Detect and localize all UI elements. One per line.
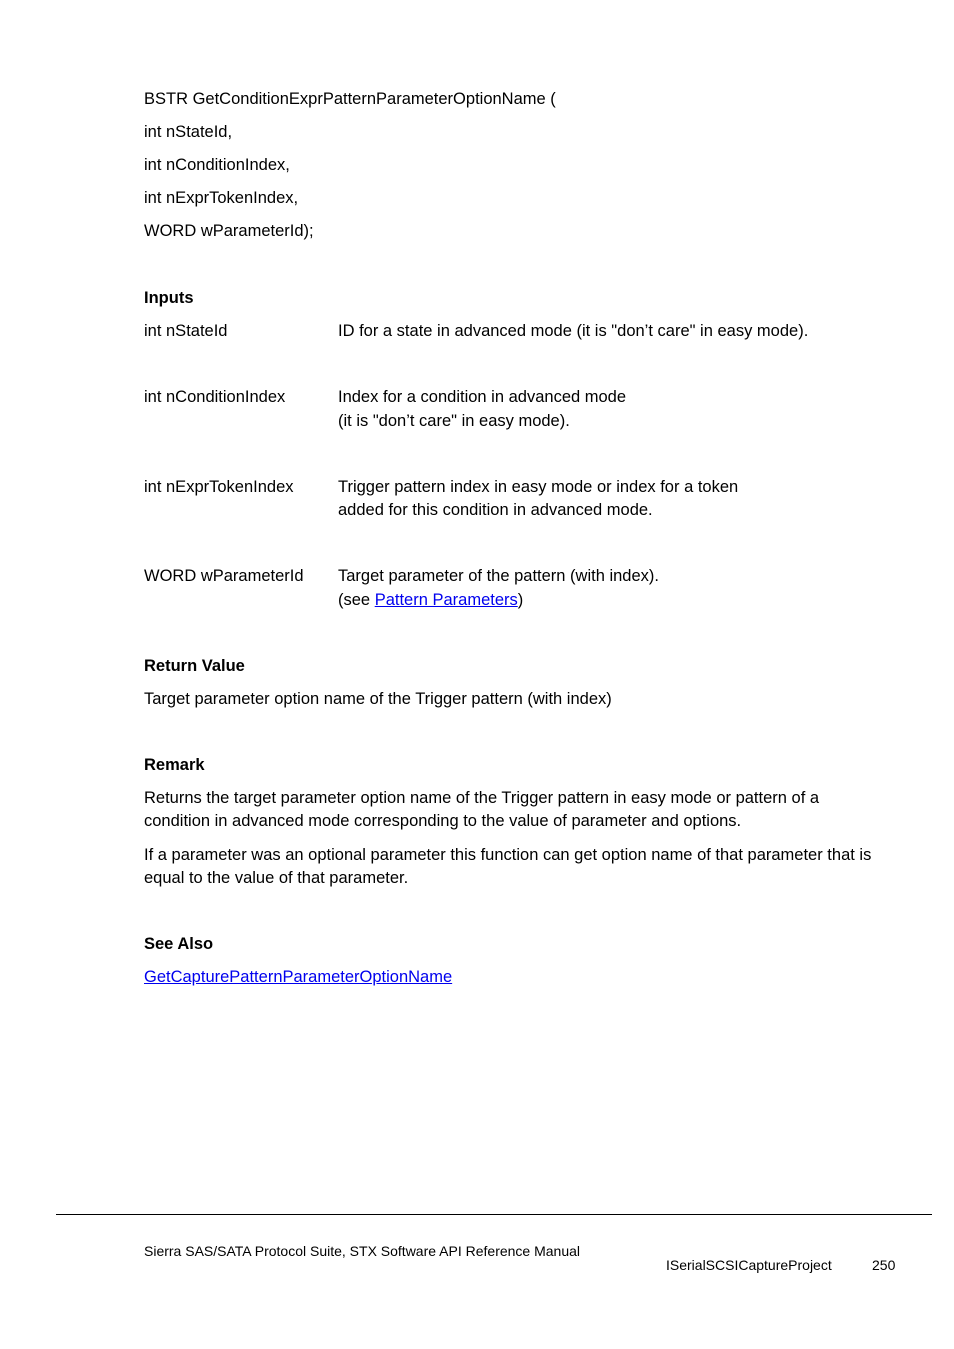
remark-paragraph: If a parameter was an optional parameter this function can get option name of that parameter that is equal to the value of that parameter.	[144, 846, 872, 888]
signature-line: WORD wParameterId);	[144, 222, 314, 240]
param-description: Index for a condition in advanced mode	[338, 388, 627, 406]
param-description: ID for a state in advanced mode (it is "don’t care" in easy mode).	[338, 322, 809, 340]
param-description: added for this condition in advanced mode.	[338, 501, 653, 519]
remark-heading: Remark	[144, 756, 205, 774]
signature-line: BSTR GetConditionExprPatternParameterOptionName (	[144, 90, 556, 108]
return-value-text: Target parameter option name of the Trigger pattern (with index)	[144, 690, 612, 708]
signature-line: int nExprTokenIndex,	[144, 189, 299, 207]
signature-line: int nStateId,	[144, 123, 233, 141]
param-name: int nStateId	[144, 322, 228, 340]
param-description: Target parameter of the pattern (with index).	[338, 567, 659, 585]
footer-section-name: ISerialSCSICaptureProject	[666, 1257, 832, 1273]
pattern-parameters-link[interactable]: Pattern Parameters	[374, 591, 518, 609]
footer-page-number: 250	[872, 1257, 896, 1273]
param-see-reference	[338, 589, 523, 612]
param-name: int nExprTokenIndex	[144, 478, 294, 496]
return-value-heading: Return Value	[144, 657, 245, 675]
footer-manual-title: Sierra SAS/SATA Protocol Suite, STX Software API Reference Manual	[144, 1243, 581, 1259]
remark-paragraph: Returns the target parameter option name of the Trigger pattern in easy mode or pattern of a condition in advanced mode corresponding to the value of parameter and options.	[144, 789, 820, 831]
signature-line: int nConditionIndex,	[144, 156, 290, 174]
inputs-heading: Inputs	[144, 289, 194, 307]
param-name: int nConditionIndex	[144, 388, 286, 406]
see-also-heading: See Also	[144, 935, 214, 953]
param-description: (it is "don’t care" in easy mode).	[338, 412, 570, 430]
param-description: Trigger pattern index in easy mode or index for a token	[338, 478, 739, 496]
see-suffix: )	[517, 591, 524, 609]
see-prefix: (see	[338, 591, 375, 609]
see-also-link[interactable]: GetCapturePatternParameterOptionName	[144, 968, 453, 986]
footer-divider	[56, 1214, 932, 1215]
param-name: WORD wParameterId	[144, 567, 304, 585]
